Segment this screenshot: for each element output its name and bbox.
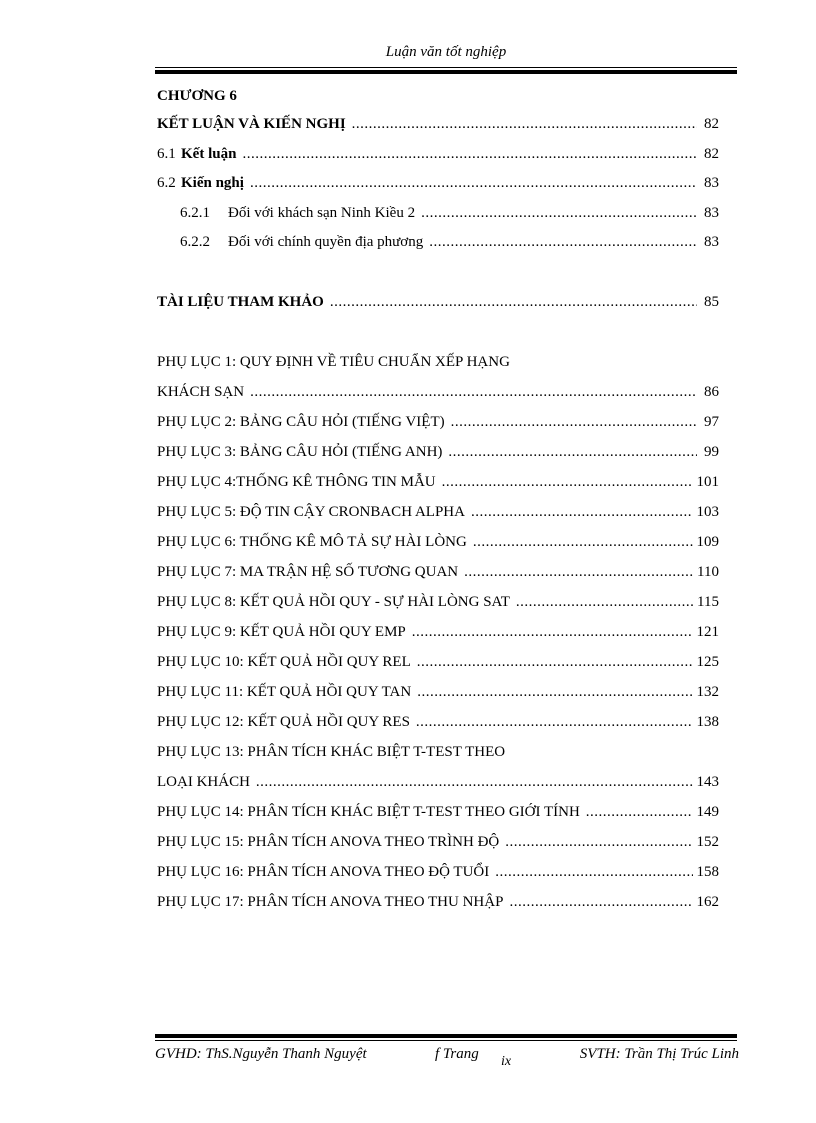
- toc-leader-dots: [352, 116, 697, 133]
- footer-rule-thin: [155, 1040, 737, 1041]
- toc-entry[interactable]: [157, 444, 719, 466]
- toc-entry-label: Đối với khách sạn Ninh Kiều 2: [228, 205, 416, 221]
- toc-entry[interactable]: [157, 894, 719, 916]
- toc-entry-label: PHỤ LỤC 8: KẾT QUẢ HỒI QUY - SỰ HÀI LÒNG SAT: [157, 594, 510, 610]
- toc-entry-page: 158: [696, 864, 719, 880]
- toc-entry[interactable]: [157, 384, 719, 406]
- toc-leader-dots: [416, 714, 693, 731]
- toc-entry-label: PHỤ LỤC 17: PHÂN TÍCH ANOVA THEO THU NHẬP: [157, 894, 504, 910]
- toc-entry-page: 86: [704, 384, 719, 400]
- toc-leader-dots: [516, 594, 693, 611]
- header-rule-thin: [155, 67, 737, 68]
- toc-entry-label: KHÁCH SẠN: [157, 384, 245, 400]
- footer-page-label: f Trang: [435, 1046, 479, 1062]
- toc-entry[interactable]: [157, 864, 719, 886]
- toc-entry[interactable]: [157, 834, 719, 856]
- toc-entry-label: KẾT LUẬN VÀ KIẾN NGHỊ: [157, 116, 346, 132]
- toc-entry[interactable]: [157, 534, 719, 556]
- toc-entry-label: PHỤ LỤC 14: PHÂN TÍCH KHÁC BIỆT T-TEST THEO GIỚI TÍNH: [157, 804, 580, 820]
- toc-entry-page: 110: [697, 564, 719, 580]
- toc-entry-page: 83: [704, 205, 719, 221]
- toc-entry-number: 6.2.2: [180, 234, 210, 250]
- header-title: Luận văn tốt nghiệp: [385, 44, 507, 60]
- toc-entry-label: PHỤ LỤC 10: KẾT QUẢ HỒI QUY REL: [157, 654, 411, 670]
- toc-leader-dots: [242, 146, 697, 163]
- toc-entry[interactable]: [157, 414, 719, 436]
- toc-entry-page: 152: [696, 834, 719, 850]
- toc-leader-dots: [471, 504, 693, 521]
- toc-entry[interactable]: [157, 564, 719, 586]
- toc-leader-dots: [464, 564, 693, 581]
- toc-entry-label: Đối với chính quyền địa phương: [228, 234, 424, 250]
- toc-leader-dots: [495, 864, 692, 881]
- toc-entry-label: TÀI LIỆU THAM KHẢO: [157, 294, 324, 310]
- toc-leader-dots: [448, 444, 697, 461]
- toc-leader-dots: [442, 474, 693, 491]
- toc-entry-page: 103: [696, 504, 719, 520]
- toc-entry[interactable]: [157, 774, 719, 796]
- toc-entry-label: Kết luận: [181, 146, 237, 162]
- toc-entry-page: 85: [704, 294, 719, 310]
- toc-entry-page: 82: [704, 116, 719, 132]
- toc-entry-page: 125: [696, 654, 719, 670]
- toc-entry-page: 82: [704, 146, 719, 162]
- toc-leader-dots: [473, 534, 693, 551]
- toc-leader-dots: [586, 804, 693, 821]
- toc-leader-dots: [509, 894, 692, 911]
- toc-entry[interactable]: [157, 714, 719, 736]
- toc-entry-page: 162: [696, 894, 719, 910]
- toc-entry-page: 83: [704, 175, 719, 191]
- toc-leader-dots: [256, 774, 693, 791]
- toc-entry-continued[interactable]: PHỤ LỤC 1: QUY ĐỊNH VỀ TIÊU CHUẨN XẾP HẠNG: [157, 354, 510, 370]
- chapter-title: CHƯƠNG 6: [157, 88, 237, 104]
- toc-entry-label: PHỤ LỤC 9: KẾT QUẢ HỒI QUY EMP: [157, 624, 406, 640]
- toc-entry[interactable]: [157, 654, 719, 676]
- toc-entry-page: 121: [696, 624, 719, 640]
- toc-entry-number: 6.2.1: [180, 205, 210, 221]
- toc-entry-page: 143: [696, 774, 719, 790]
- toc-entry-page: 115: [697, 594, 719, 610]
- toc-entry-label: PHỤ LỤC 5: ĐỘ TIN CẬY CRONBACH ALPHA: [157, 504, 465, 520]
- toc-entry-label: PHỤ LỤC 16: PHÂN TÍCH ANOVA THEO ĐỘ TUỔI: [157, 864, 490, 880]
- toc-leader-dots: [417, 684, 692, 701]
- toc-entry[interactable]: [180, 234, 719, 256]
- footer-student: SVTH: Trần Thị Trúc Linh: [579, 1046, 739, 1062]
- toc-entry-page: 97: [704, 414, 719, 430]
- toc-entry[interactable]: [157, 594, 719, 616]
- footer-page-number: ix: [501, 1054, 512, 1069]
- toc-entry-label: PHỤ LỤC 2: BẢNG CÂU HỎI (TIẾNG VIỆT): [157, 414, 445, 430]
- toc-entry-page: 101: [696, 474, 719, 490]
- toc-leader-dots: [412, 624, 693, 641]
- toc-entry[interactable]: [157, 294, 719, 316]
- toc-leader-dots: [505, 834, 692, 851]
- footer-rule-thick: [155, 1034, 737, 1038]
- header-rule-thick: [155, 70, 737, 74]
- toc-leader-dots: [451, 414, 697, 431]
- toc-entry-page: 83: [704, 234, 719, 250]
- toc-entry[interactable]: [180, 205, 719, 227]
- toc-entry-continued[interactable]: PHỤ LỤC 13: PHÂN TÍCH KHÁC BIỆT T-TEST THEO: [157, 744, 506, 760]
- toc-leader-dots: [250, 175, 697, 192]
- toc-entry-page: 132: [696, 684, 719, 700]
- toc-entry-label: Kiến nghị: [181, 175, 244, 191]
- toc-entry[interactable]: [157, 116, 719, 138]
- toc-leader-dots: [421, 205, 697, 222]
- toc-leader-dots: [429, 234, 697, 251]
- toc-entry-number: 6.2: [157, 175, 176, 191]
- toc-entry-page: 109: [696, 534, 719, 550]
- toc-entry-label: PHỤ LỤC 15: PHÂN TÍCH ANOVA THEO TRÌNH ĐỘ: [157, 834, 500, 850]
- toc-entry[interactable]: [157, 474, 719, 496]
- toc-leader-dots: [417, 654, 693, 671]
- toc-entry-label: LOẠI KHÁCH: [157, 774, 250, 790]
- toc-entry-label: PHỤ LỤC 4:THỐNG KÊ THÔNG TIN MẪU: [157, 474, 436, 490]
- toc-entry-label: PHỤ LỤC 7: MA TRẬN HỆ SỐ TƯƠNG QUAN: [157, 564, 459, 580]
- toc-entry-page: 138: [696, 714, 719, 730]
- toc-entry[interactable]: [157, 624, 719, 646]
- toc-entry[interactable]: [157, 504, 719, 526]
- toc-entry-label: PHỤ LỤC 6: THỐNG KÊ MÔ TẢ SỰ HÀI LÒNG: [157, 534, 467, 550]
- toc-entry-label: PHỤ LỤC 11: KẾT QUẢ HỒI QUY TAN: [157, 684, 412, 700]
- footer-advisor: GVHD: ThS.Nguyễn Thanh Nguyệt: [155, 1046, 367, 1062]
- toc-leader-dots: [250, 384, 697, 401]
- toc-leader-dots: [330, 294, 697, 311]
- toc-entry-label: PHỤ LỤC 12: KẾT QUẢ HỒI QUY RES: [157, 714, 410, 730]
- toc-entry[interactable]: [157, 684, 719, 706]
- toc-entry[interactable]: [157, 146, 719, 168]
- toc-entry-page: 149: [696, 804, 719, 820]
- toc-entry-label: PHỤ LỤC 3: BẢNG CÂU HỎI (TIẾNG ANH): [157, 444, 443, 460]
- toc-entry[interactable]: [157, 804, 719, 826]
- toc-entry-page: 99: [704, 444, 719, 460]
- toc-entry-number: 6.1: [157, 146, 176, 162]
- toc-entry[interactable]: [157, 175, 719, 197]
